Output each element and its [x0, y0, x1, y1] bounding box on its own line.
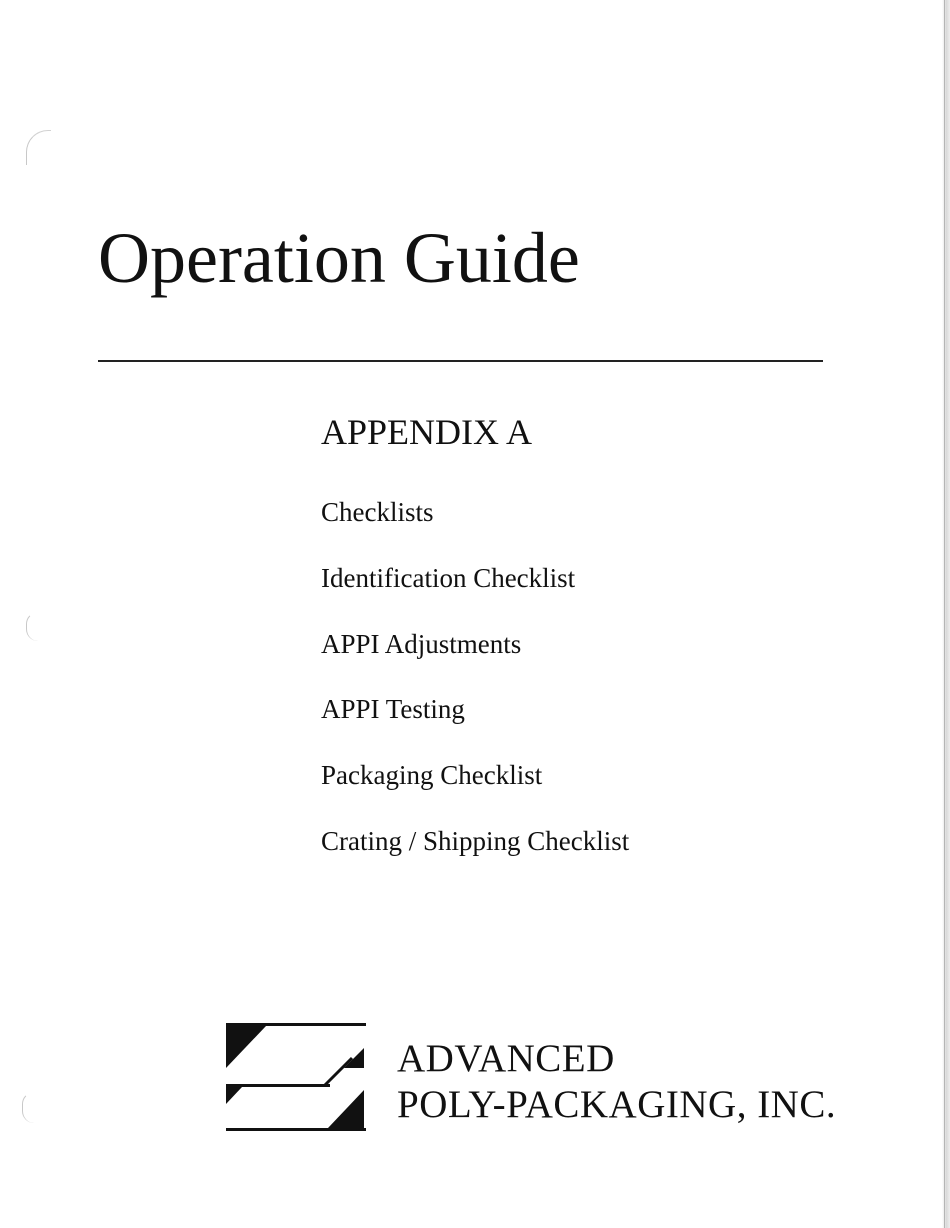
company-name-line: ADVANCED	[397, 1037, 615, 1080]
contents-item: Crating / Shipping Checklist	[321, 825, 630, 856]
binder-hole-mark	[22, 1092, 47, 1123]
contents-item: Checklists	[321, 497, 434, 527]
contents-item: Identification Checklist	[321, 562, 576, 593]
company-name	[397, 1036, 836, 1128]
title-divider	[98, 360, 823, 362]
binder-hole-mark	[26, 130, 51, 165]
scan-edge-line	[944, 0, 945, 1228]
page-title: Operation Guide	[98, 218, 580, 298]
contents-list	[321, 494, 629, 889]
advanced-poly-packaging-logo-icon	[224, 1020, 370, 1136]
section-heading: APPENDIX A	[321, 412, 533, 452]
contents-item: APPI Testing	[321, 694, 465, 725]
contents-item: Packaging Checklist	[321, 760, 543, 791]
binder-hole-mark	[26, 612, 51, 641]
company-name-line: POLY-PACKAGING, INC.	[397, 1083, 837, 1126]
contents-item: APPI Adjustments	[321, 628, 522, 659]
